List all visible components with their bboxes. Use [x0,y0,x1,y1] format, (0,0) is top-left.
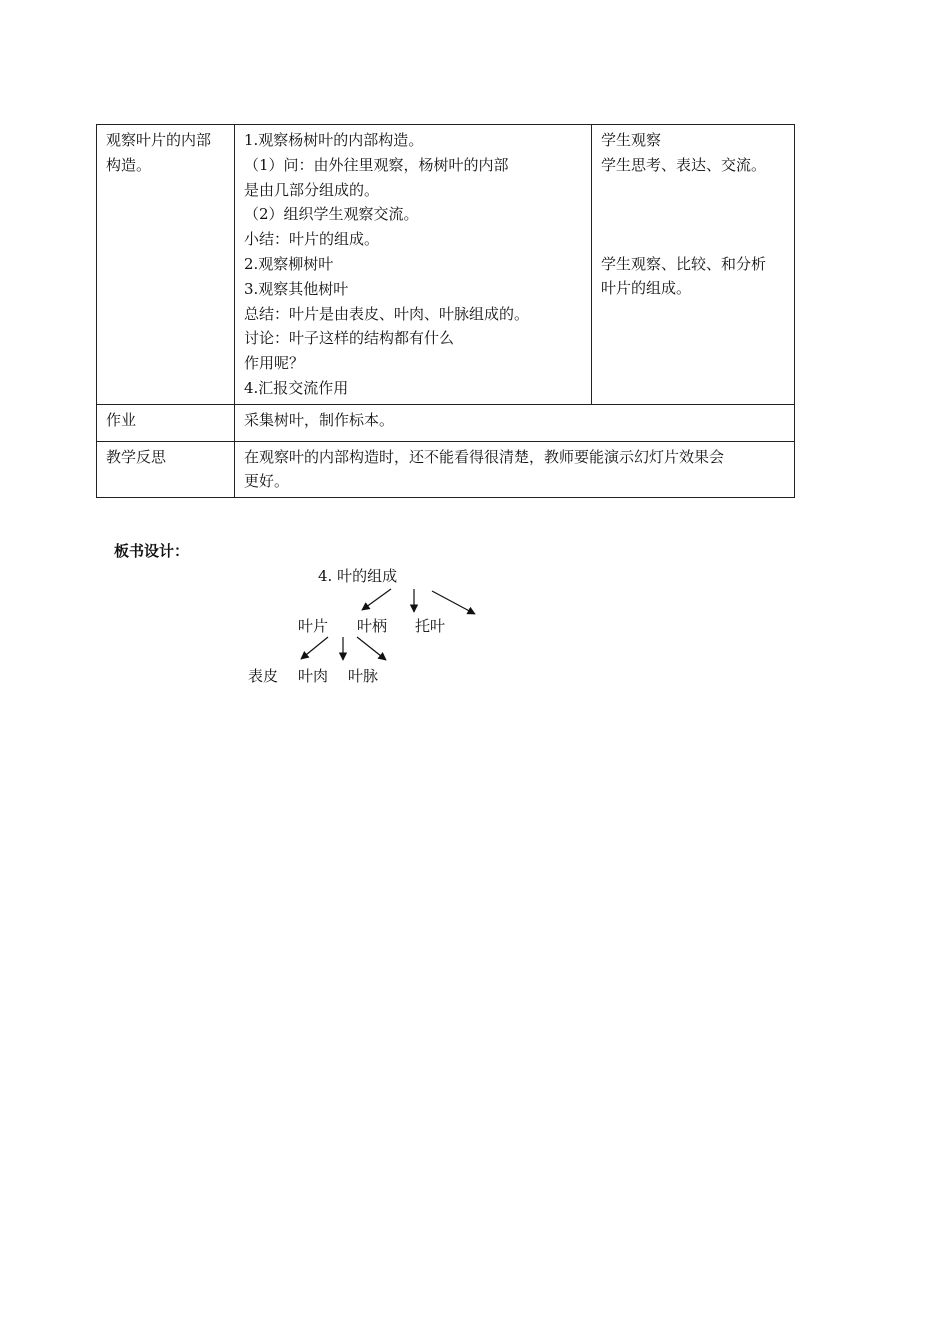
board-node-vein: 叶脉 [348,667,379,685]
arrow [301,637,328,659]
homework-label: 作业 [97,404,235,441]
arrow [432,591,475,614]
board-node-blade: 叶片 [298,617,329,635]
board-root: 4. 叶的组成 [318,567,398,585]
board-node-epidermis: 表皮 [248,667,279,685]
board-node-petiole: 叶柄 [357,617,388,635]
arrow [357,637,386,660]
arrow [362,589,391,610]
table-cell-activity: 观察叶片的内部 构造。 [97,125,235,405]
board-node-stipule: 托叶 [415,617,446,635]
board-design-title: 板书设计： [114,542,190,560]
table-cell-teacher-steps: 1.观察杨树叶的内部构造。 （1）问：由外往里观察，杨树叶的内部 是由几部分组成的。 （2）组织学生观察交流。 小结：叶片的组成。 2.观察柳树叶 3.观察其他树叶 总结：叶片是由表皮、叶肉、叶脉组成的。 讨论：叶子这样的结构都有什么 作用呢？ 4.汇报交流作用 [235,125,592,405]
table-cell-student-activity: 学生观察 学生思考、表达、交流。 学生观察、比较、和分析 叶片的组成。 [592,125,795,405]
board-node-mesophyll: 叶肉 [298,667,329,685]
reflection-content: 在观察叶的内部构造时，还不能看得很清楚，教师要能演示幻灯片效果会 更好。 [235,441,795,498]
reflection-label: 教学反思 [97,441,235,498]
homework-content: 采集树叶，制作标本。 [235,404,795,441]
